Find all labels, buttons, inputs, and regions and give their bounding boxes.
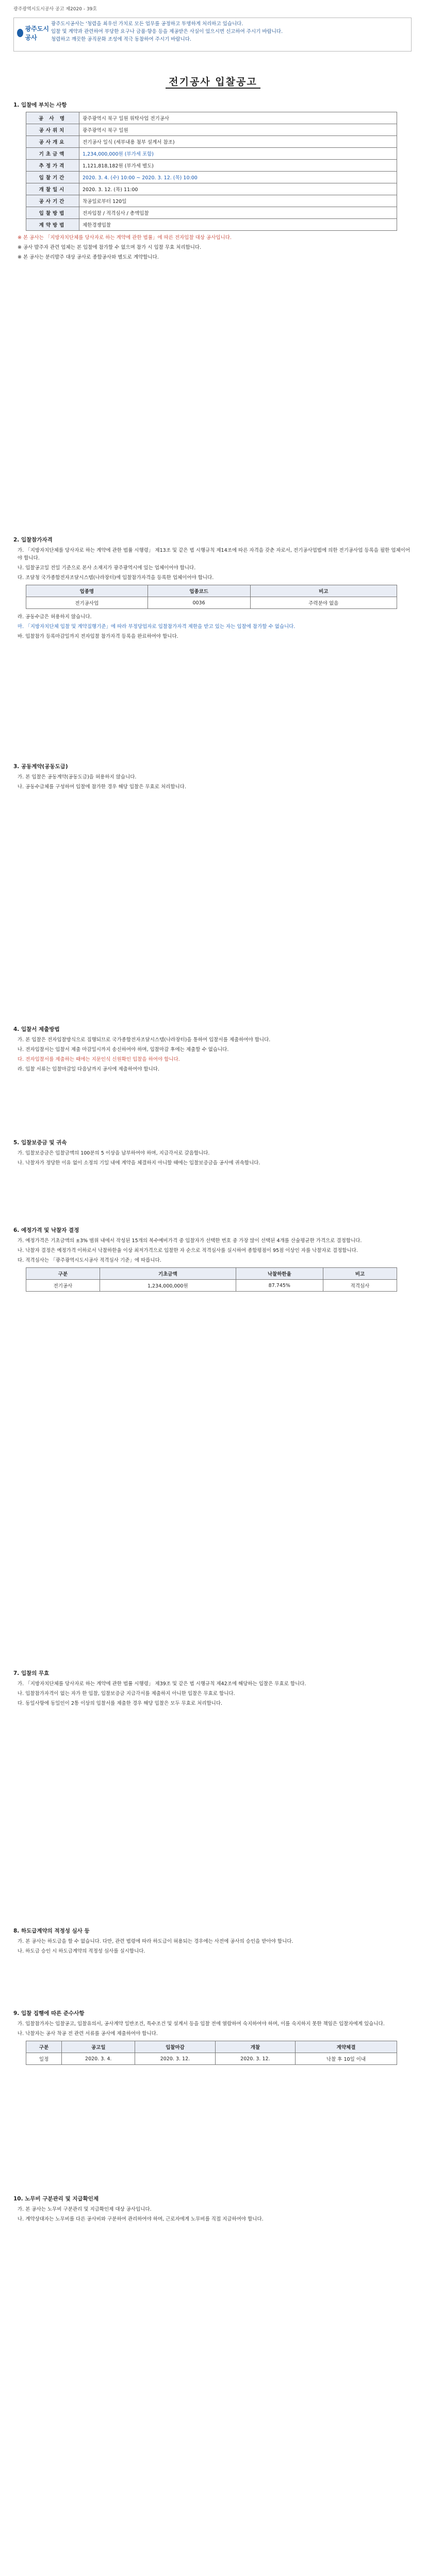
section-heading: 8. 하도급계약의 적정성 심사 등 [13, 1928, 90, 1934]
table-row [26, 2053, 397, 2065]
row-value: 1,234,000,000원 (부가세 포함) [79, 148, 397, 160]
section-heading: 1. 입찰에 부치는 사항 [13, 102, 67, 108]
notice-number: 광주광역시도시공사 공고 제2020 - 39호 [13, 7, 97, 12]
row-key: 입찰방법 [26, 207, 79, 219]
banner-line: 청렴하고 깨끗한 공직문화 조성에 적극 동참하여 주시기 바랍니다. [51, 37, 191, 42]
column-header: 구분 [26, 1268, 100, 1280]
table-cell: 주력분야 없음 [250, 597, 397, 609]
column-header: 비고 [323, 1268, 397, 1280]
table-cell: 2020. 3. 12. [135, 2053, 215, 2065]
table-row [26, 1280, 397, 1292]
column-header: 개찰 [215, 2041, 295, 2053]
paragraph: 가. 본 공사는 노무비 구분관리 및 지급확인제 대상 공사입니다. [18, 2207, 152, 2212]
section-heading: 10. 노무비 구분관리 및 지급확인제 [13, 2196, 99, 2202]
table-row [26, 136, 397, 148]
banner-text [51, 20, 408, 43]
table-cell: 1,234,000,000원 [100, 1280, 236, 1292]
paragraph: 가. 입찰보증금은 입찰금액의 100분의 5 이상을 납부하여야 하며, 지급각서로 갈음합니다. [18, 1150, 210, 1156]
table-cell: 전기공사 [26, 1280, 100, 1292]
banner-line: 광주도시공사는 '청렴을 최우선 가치로 모든 업무를 공정하고 투명하게 처리하고 있습니다. [51, 21, 243, 27]
table-row [26, 183, 397, 195]
section-bid-submission [13, 1025, 412, 1075]
table-row [26, 172, 397, 183]
table-row [26, 112, 397, 124]
paragraph: 나. 낙찰자 결정은 예정가격 이하로서 낙찰하한율 이상 최저가격으로 입찰한 자 순으로 적격심사를 실시하여 종합평점이 95점 이상인 자를 낙찰자로 결정합니다. [18, 1248, 358, 1253]
section-subcontract [13, 1927, 412, 1957]
column-header: 입찰마감 [135, 2041, 215, 2053]
column-header: 구분 [26, 2041, 62, 2053]
column-header: 계약체결 [296, 2041, 397, 2053]
paragraph: 바. 입찰참가 등록마감일까지 전자입찰 참가자격 등록을 완료하여야 합니다. [18, 634, 178, 639]
section-heading: 6. 예정가격 및 낙찰자 결정 [13, 1227, 79, 1233]
paragraph: 가. 입찰참가자는 입찰공고, 입찰유의서, 공사계약 일반조건, 특수조건 및 설계서 등을 입찰 전에 열람하여 숙지하여야 하며, 이를 숙지하지 못한 책임은 입찰자에게 있습니다. [18, 2021, 385, 2027]
logo-mark-icon [17, 29, 23, 37]
paragraph: 라. 공동수급은 허용하지 않습니다. [18, 614, 92, 620]
column-header: 기초금액 [100, 1268, 236, 1280]
paragraph: 나. 전자입찰서는 입찰서 제출 마감일시까지 송신하여야 하며, 입찰마감 후에는 제출할 수 없습니다. [18, 1047, 229, 1053]
paragraph: 나. 공동수급체를 구성하여 입찰에 참가한 경우 해당 입찰은 무효로 처리합니다. [18, 784, 186, 790]
note: ※ 본 공사는 분리발주 대상 공사로 종합공사와 별도로 계약합니다. [18, 255, 159, 260]
org-logo [17, 20, 51, 46]
table-header-row [26, 1268, 397, 1280]
paragraph: 나. 입찰참가자격이 없는 자가 한 입찰, 입찰보증금 지급각서를 제출하지 아니한 입찰은 무효로 합니다. [18, 1691, 235, 1697]
section-qualification [13, 536, 412, 642]
table-row [26, 207, 397, 219]
section-heading: 2. 입찰참가자격 [13, 537, 53, 543]
row-key: 공사기간 [26, 195, 79, 207]
section-heading: 4. 입찰서 제출방법 [13, 1026, 60, 1032]
table-row [26, 195, 397, 207]
paragraph: 나. 낙찰자는 공사 착공 전 관련 서류를 공사에 제출하여야 합니다. [18, 2031, 158, 2037]
column-header: 업종명 [26, 585, 148, 597]
column-header: 공고일 [62, 2041, 135, 2053]
paragraph: 다. 전자입찰서를 제출하는 때에는 지문인식 신원확인 입찰을 하여야 합니다. [18, 1057, 180, 1062]
row-key: 기초금액 [26, 148, 79, 160]
section-bid-bond [13, 1139, 412, 1169]
row-key: 개찰일시 [26, 183, 79, 195]
note: ※ 공사 발주자 관련 업체는 본 입찰에 참가할 수 없으며 참가 시 입찰 무효 처리합니다. [18, 245, 202, 250]
paragraph: 다. 동일사항에 동일인이 2통 이상의 입찰서를 제출한 경우 해당 입찰은 모두 무효로 처리합니다. [18, 1701, 223, 1706]
section-invalid-bids [13, 1669, 412, 1709]
section-award [13, 1226, 412, 1292]
column-header: 비고 [250, 585, 397, 597]
row-value: 2020. 3. 12. (목) 11:00 [79, 183, 397, 195]
award-table [26, 1267, 397, 1292]
row-key: 추정가격 [26, 160, 79, 172]
note: ※ 본 공사는 「지방자치단체를 당사자로 하는 계약에 관한 법률」에 따른 전자입찰 대상 공사입니다. [18, 235, 232, 241]
paragraph: 라. 입찰 서류는 입찰마감일 다음날까지 공사에 제출하여야 합니다. [18, 1066, 159, 1072]
section-compliance [13, 2009, 412, 2065]
table-row [26, 597, 397, 609]
column-header: 업종코드 [148, 585, 250, 597]
overview-table [26, 112, 397, 231]
paragraph: 나. 하도급 승인 시 하도급계약의 적정성 심사를 실시합니다. [18, 1948, 145, 1954]
section-heading: 3. 공동계약(공동도급) [13, 764, 68, 770]
org-logo-text: 광주도시공사 [25, 25, 49, 41]
section-heading: 5. 입찰보증금 및 귀속 [13, 1140, 67, 1146]
table-header-row [26, 585, 397, 597]
table-cell: 적격심사 [323, 1280, 397, 1292]
paragraph: 가. 본 입찰은 전자입찰방식으로 집행되므로 국가종합전자조달시스템(나라장터)을 통하여 입찰서를 제출하여야 합니다. [18, 1037, 271, 1043]
table-cell: 2020. 3. 12. [215, 2053, 295, 2065]
row-value: 착공일로부터 120일 [79, 195, 397, 207]
row-key: 공사개요 [26, 136, 79, 148]
table-cell: 낙찰 후 10일 이내 [296, 2053, 397, 2065]
row-value: 제한경쟁입찰 [79, 219, 397, 231]
table-row [26, 124, 397, 136]
paragraph: 나. 계약상대자는 노무비를 다른 공사비와 구분하여 관리하여야 하며, 근로자에게 노무비를 직접 지급하여야 합니다. [18, 2216, 264, 2222]
table-cell: 전기공사업 [26, 597, 148, 609]
table-row [26, 219, 397, 231]
row-value: 2020. 3. 4. (수) 10:00 ~ 2020. 3. 12. (목) 10:00 [79, 172, 397, 183]
paragraph: 나. 입찰공고일 전일 기준으로 본사 소재지가 광주광역시에 있는 업체이어야 합니다. [18, 565, 196, 571]
paragraph: 다. 적격심사는 「광주광역시도시공사 적격심사 기준」에 따릅니다. [18, 1258, 161, 1263]
row-key: 입찰기간 [26, 172, 79, 183]
paragraph: 가. 「지방자치단체를 당사자로 하는 계약에 관한 법률 시행령」 제13조 및 같은 법 시행규칙 제14조에 따른 자격을 갖춘 자로서, 전기공사업법에 의한 전기공사업 등록을 필한 업체이어야 합니다. [18, 548, 411, 561]
paragraph: 가. 본 입찰은 공동계약(공동도급)을 허용하지 않습니다. [18, 774, 137, 780]
table-cell: 2020. 3. 4. [62, 2053, 135, 2065]
row-value: 광주광역시 북구 일원 위탁사업 전기공사 [79, 112, 397, 124]
schedule-table [26, 2041, 397, 2065]
paragraph: 가. 예정가격은 기초금액의 ±3% 범위 내에서 작성된 15개의 복수예비가격 중 입찰자가 선택한 번호 중 가장 많이 선택된 4개를 산술평균한 가격으로 결정합니다. [18, 1238, 362, 1244]
integrity-banner [13, 18, 412, 52]
row-value: 전기공사 일식 (세부내용 첨부 설계서 참조) [79, 136, 397, 148]
row-key: 계약방법 [26, 219, 79, 231]
row-value: 전자입찰 / 적격심사 / 총액입찰 [79, 207, 397, 219]
section-overview [13, 101, 412, 263]
table-cell: 일정 [26, 2053, 62, 2065]
section-labor-cost [13, 2195, 412, 2225]
row-value: 광주광역시 북구 일원 [79, 124, 397, 136]
paragraph: 나. 낙찰자가 정당한 이유 없이 소정의 기일 내에 계약을 체결하지 아니할 때에는 입찰보증금을 공사에 귀속합니다. [18, 1160, 260, 1166]
paragraph: 다. 조달청 국가종합전자조달시스템(나라장터)에 입찰참가자격을 등록한 업체이어야 합니다. [18, 575, 214, 581]
section-heading: 9. 입찰 집행에 따른 준수사항 [13, 2010, 85, 2016]
section-joint-contract [13, 762, 412, 793]
banner-line: 입찰 및 계약과 관련하여 부당한 요구나 금품·향응 등을 제공받은 사실이 있으시면 신고하여 주시기 바랍니다. [51, 29, 283, 35]
row-key: 공 사 명 [26, 112, 79, 124]
table-header-row [26, 2041, 397, 2053]
document-title-text: 전기공사 입찰공고 [166, 76, 260, 89]
section-heading: 7. 입찰의 무효 [13, 1670, 50, 1676]
table-cell: 87.745% [236, 1280, 323, 1292]
table-row [26, 160, 397, 172]
column-header: 낙찰하한율 [236, 1268, 323, 1280]
paragraph: 가. 본 공사는 하도급을 할 수 없습니다. 다만, 관련 법령에 따라 하도급이 허용되는 경우에는 사전에 공사의 승인을 받아야 합니다. [18, 1939, 293, 1944]
paragraph: 마. 「지방자치단체 입찰 및 계약집행기준」에 따라 부정당업자로 입찰참가자격 제한을 받고 있는 자는 입찰에 참가할 수 없습니다. [18, 624, 296, 630]
table-cell: 0036 [148, 597, 250, 609]
row-key: 공사위치 [26, 124, 79, 136]
document-title [0, 74, 426, 88]
license-table [26, 585, 397, 609]
row-value: 1,121,818,182원 (부가세 별도) [79, 160, 397, 172]
table-row [26, 148, 397, 160]
paragraph: 가. 「지방자치단체를 당사자로 하는 계약에 관한 법률 시행령」 제39조 및 같은 법 시행규칙 제42조에 해당하는 입찰은 무효로 합니다. [18, 1681, 306, 1687]
